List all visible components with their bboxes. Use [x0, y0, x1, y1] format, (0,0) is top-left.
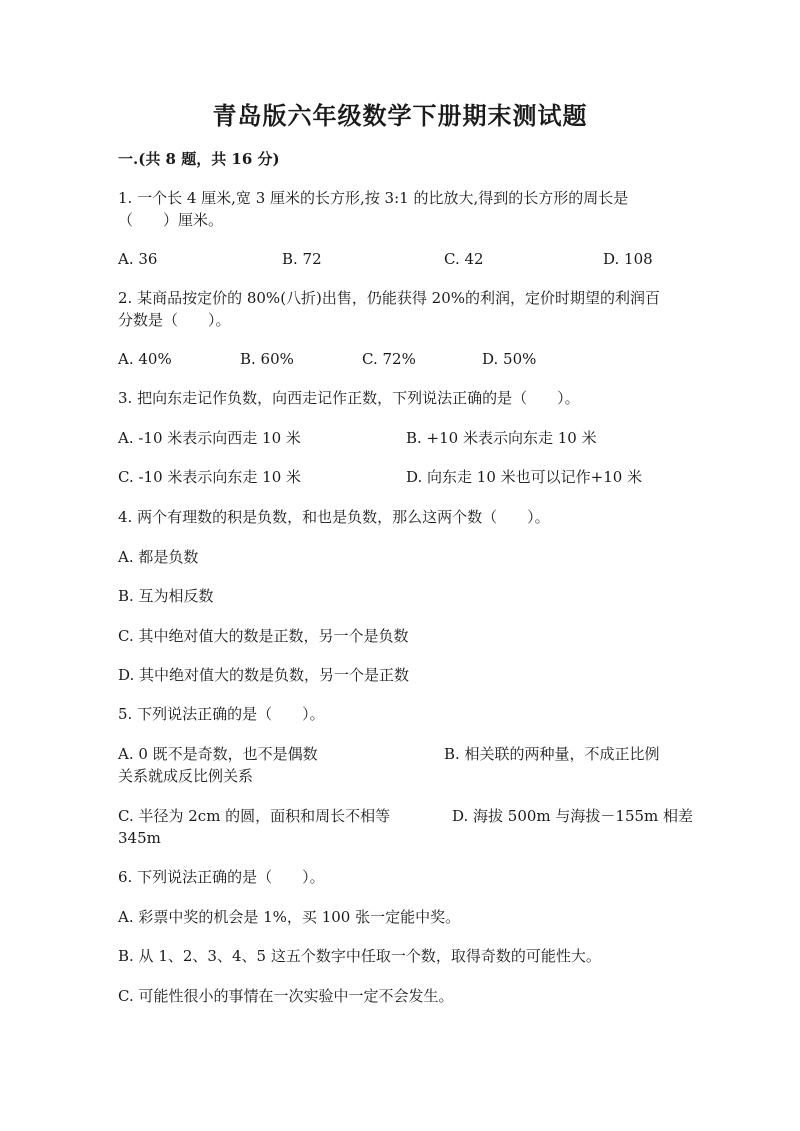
question-5-option-c: C. 半径为 2cm 的圆，面积和周长不相等 [118, 807, 391, 825]
question-3-stem: 3. 把向东走记作负数，向西走记作正数，下列说法正确的是（ ）。 [118, 389, 580, 407]
page-title: 青岛版六年级数学下册期末测试题 [212, 101, 588, 130]
question-3-option-a: A. -10 米表示向西走 10 米 [118, 429, 301, 447]
question-6-option-b: B. 从 1、2、3、4、5 这五个数字中任取一个数，取得奇数的可能性大。 [118, 947, 601, 965]
question-5-option-b: B. 相关联的两种量，不成正比例 [444, 745, 660, 763]
question-1-stem-line-1: 1. 一个长 4 厘米,宽 3 厘米的长方形,按 3:1 的比放大,得到的长方形的周长是 [118, 189, 629, 207]
question-3-option-d: D. 向东走 10 米也可以记作+10 米 [406, 468, 643, 486]
question-5-option-b-continued: 关系就成反比例关系 [118, 767, 254, 785]
question-5-option-d: D. 海拔 500m 与海拔－155m 相差 [452, 807, 694, 825]
question-2-option-c: C. 72% [362, 350, 416, 368]
question-4-stem: 4. 两个有理数的积是负数，和也是负数，那么这两个数（ ）。 [118, 508, 550, 526]
question-2-option-b: B. 60% [240, 350, 294, 368]
question-2-option-d: D. 50% [482, 350, 537, 368]
question-4-option-c: C. 其中绝对值大的数是正数，另一个是负数 [118, 627, 409, 645]
question-3-option-c: C. -10 米表示向东走 10 米 [118, 468, 302, 486]
question-4-option-a: A. 都是负数 [118, 548, 199, 566]
question-1-stem-line-2: （ ）厘米。 [118, 211, 224, 229]
question-4-option-d: D. 其中绝对值大的数是负数，另一个是正数 [118, 666, 410, 684]
question-5-option-a: A. 0 既不是奇数，也不是偶数 [118, 745, 318, 763]
question-1-option-b: B. 72 [282, 250, 322, 268]
question-2-stem-line-1: 2. 某商品按定价的 80%(八折)出售，仍能获得 20%的利润，定价时期望的利润百 [118, 289, 661, 307]
question-6-option-c: C. 可能性很小的事情在一次实验中一定不会发生。 [118, 987, 454, 1005]
question-1-option-c: C. 42 [444, 250, 484, 268]
question-1-option-a: A. 36 [118, 250, 158, 268]
question-5-option-d-continued: 345m [118, 829, 161, 847]
section-header: 一.(共 8 题，共 16 分) [118, 150, 280, 168]
question-6-stem: 6. 下列说法正确的是（ ）。 [118, 868, 325, 886]
question-2-option-a: A. 40% [118, 350, 172, 368]
question-4-option-b: B. 互为相反数 [118, 587, 214, 605]
question-6-option-a: A. 彩票中奖的机会是 1%，买 100 张一定能中奖。 [118, 908, 461, 926]
question-5-stem: 5. 下列说法正确的是（ ）。 [118, 705, 325, 723]
question-1-option-d: D. 108 [603, 250, 653, 268]
question-3-option-b: B. +10 米表示向东走 10 米 [406, 429, 597, 447]
question-2-stem-line-2: 分数是（ ）。 [118, 311, 231, 329]
